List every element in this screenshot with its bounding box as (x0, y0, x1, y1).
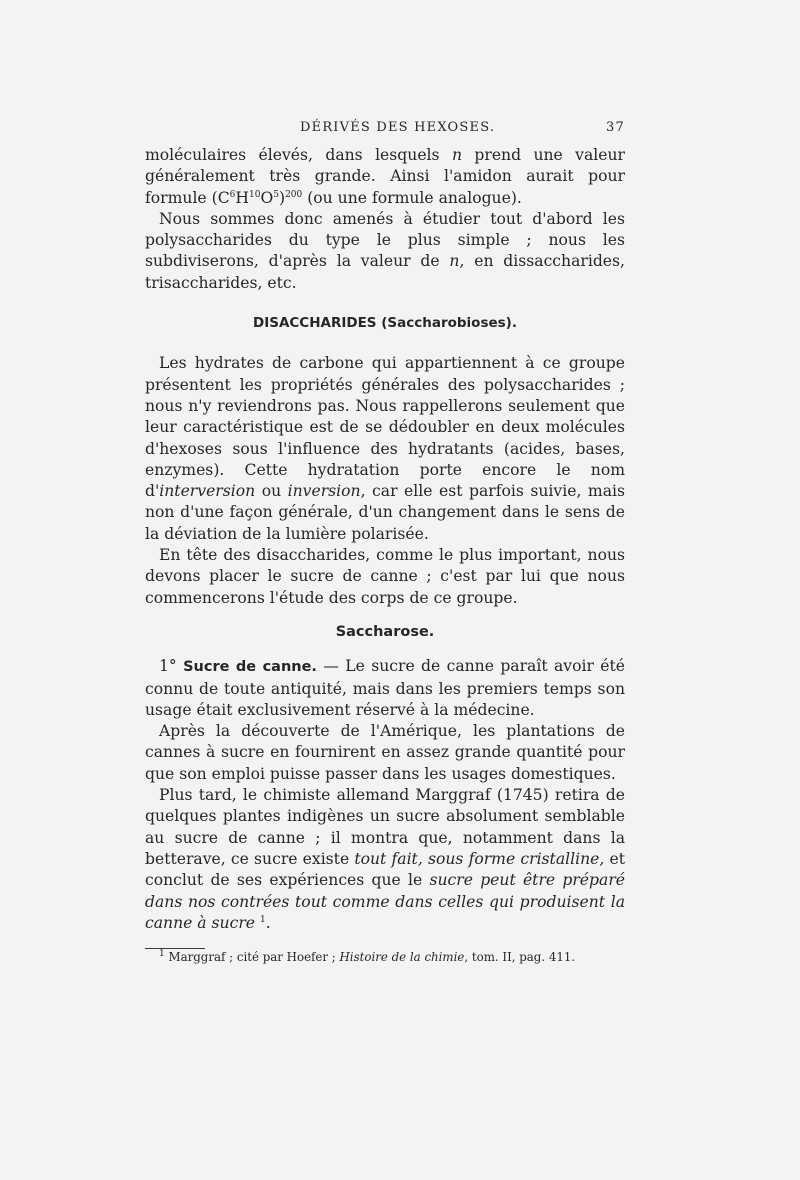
page-header (145, 120, 625, 140)
paragraph-5: 1° Sucre de canne. — Le sucre de canne paraît avoir été connu de toute antiquité, mais dans les premiers temps son usage était exclusivement réservé à la médecine. (145, 657, 625, 719)
running-title: DÉRIVÉS DES HEXOSES. (300, 120, 496, 135)
paragraph-2: Nous sommes donc amenés à étudier tout d'abord les polysaccharides du type le plus simple ; nous les subdiviserons, d'après la valeur de n, en dissaccharides, trisaccharides, etc. (145, 209, 625, 292)
section-heading-disaccharides: DISACCHARIDES (Saccharobioses). (253, 315, 517, 332)
paragraph-6: Après la découverte de l'Amérique, les plantations de cannes à sucre en fournirent en assez grande quantité pour que son emploi puisse passer dans les usages domestiques. (145, 722, 625, 783)
footnote-reference: 1 (260, 914, 266, 925)
section-heading-saccharose: Saccharose. (335, 623, 435, 640)
paragraph-4: En tête des disaccharides, comme le plus important, nous devons placer le sucre de canne ; c'est par lui que nous commencerons l'étude des corps de ce groupe. (145, 546, 625, 607)
paragraph-1: moléculaires élevés, dans lesquels n prend une valeur généralement très grande. Ainsi l'amidon aurait pour formule $(C^6H^{10}O^5)^{200}$ (ou une formule analogue). (145, 146, 625, 207)
paragraph-3: Les hydrates de carbone qui appartiennent à ce groupe présentent les propriétés générales des polysaccharides ; nous n'y reviendrons pas. Nous rappellerons seulement que leur caractéristique est de se dédoubler en deux molécules d'hexoses sous l'influence des hydratants (acides, bases, enzymes). Cette hydratation porte encore le nom d'interversion ou inversion, car elle est parfois suivie, mais non d'une façon générale, d'un changement dans le sens de la déviation de la lumière polarisée. (145, 354, 625, 543)
body-text (145, 145, 625, 965)
paragraph-7: Plus tard, le chimiste allemand Marggraf (1745) retira de quelques plantes indigènes un sucre absolument semblable au sucre de canne ; il montra que, notamment dans la betterave, ce sucre existe tout fait, sous forme cristalline, et conclut de ses expériences que le sucre peut être préparé dans nos contrées tout comme dans celles qui produisent la canne à sucre $^1$. (145, 786, 625, 932)
page-number: 37 (606, 120, 625, 135)
footnote: $^1$ Marggraf ; cité par Hoefer ; Histoire de la chimie, tom. II, pag. 411. (159, 949, 576, 965)
